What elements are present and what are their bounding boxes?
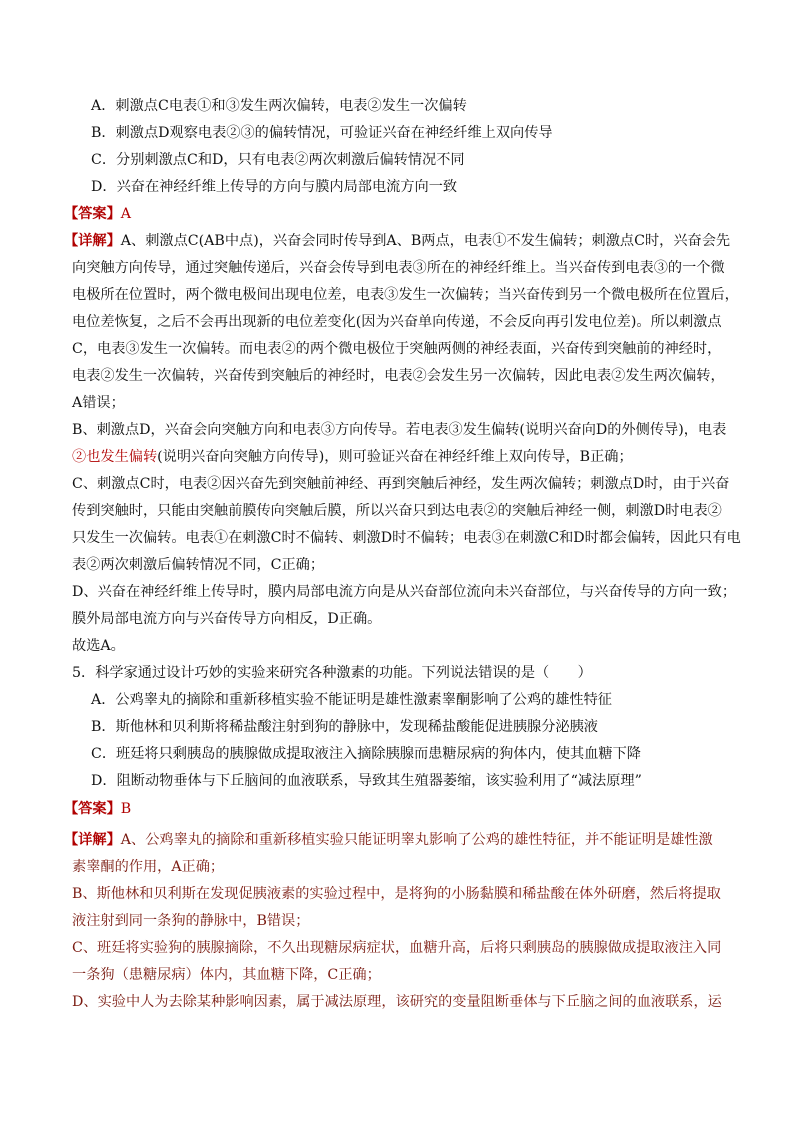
q4-detail-line: 故选A。 bbox=[72, 638, 125, 654]
q4-detail-label: 【详解】 bbox=[64, 233, 121, 249]
q4-detail-line: 电极所在位置时，两个微电极间出现电位差，电表③发生一次偏转；当兴奋传到另一个微电极所在位置后， bbox=[72, 287, 739, 303]
q4-option-b: B．刺激点D观察电表②③的偏转情况，可验证兴奋在神经纤维上双向传导 bbox=[91, 125, 553, 141]
q4-answer-value: A bbox=[120, 206, 132, 222]
q4-answer-label: 【答案】 bbox=[64, 206, 121, 222]
q5-answer-value: B bbox=[120, 801, 132, 817]
q4-option-d: D．兴奋在神经纤维上传导的方向与膜内局部电流方向一致 bbox=[91, 179, 458, 195]
q4-detail-line bbox=[72, 447, 633, 467]
q5-option-b: B．斯他林和贝利斯将稀盐酸注射到狗的静脉中，发现稀盐酸能促进胰腺分泌胰液 bbox=[91, 719, 598, 735]
q4-highlight-text: ②也发生偏转 bbox=[72, 449, 158, 465]
q4-detail-line: B、刺激点D，兴奋会向突触方向和电表③方向传导。若电表③发生偏转(说明兴奋向D的外侧传导)，电表 bbox=[72, 422, 727, 438]
q5-option-d: D．阻断动物垂体与下丘脑间的血液联系，导致其生殖器萎缩，该实验利用了“减法原理” bbox=[91, 773, 642, 789]
q5-detail-text: A、公鸡睾丸的摘除和重新移植实验只能证明睾丸影响了公鸡的雄性特征，并不能证明是雄性激 bbox=[120, 832, 713, 848]
q4-detail-line: 表②两次刺激后偏转情况不同，C正确； bbox=[72, 557, 325, 573]
q5-detail-line: 一条狗（患糖尿病）体内，其血糖下降，C正确； bbox=[72, 967, 381, 983]
q5-detail-line bbox=[64, 830, 713, 850]
q4-option-a: A．刺激点C电表①和③发生两次偏转，电表②发生一次偏转 bbox=[91, 98, 467, 114]
q4-detail-line: C、刺激点C时，电表②因兴奋先到突触前神经、再到突触后神经，发生两次偏转；刺激点D时，由于兴奋 bbox=[72, 476, 730, 492]
q5-detail-line: B、斯他林和贝利斯在发现促胰液素的实验过程中，是将狗的小肠黏膜和稀盐酸在体外研磨，然后将提取 bbox=[72, 886, 721, 902]
q4-detail-line: 膜外局部电流方向与兴奋传导方向相反，D正确。 bbox=[72, 611, 382, 627]
q4-detail-line: A错误； bbox=[72, 395, 125, 411]
q5-detail-line: 素睾酮的作用，A正确； bbox=[72, 859, 225, 875]
q4-detail-line: 向突触方向传导，通过突触传递后，兴奋会传导到电表③所在的神经纤维上。当兴奋传到电表③的一个微 bbox=[72, 260, 725, 276]
q4-detail-text: (说明兴奋向突触方向传导)，则可验证兴奋在神经纤维上双向传导，B正确； bbox=[157, 449, 633, 465]
q5-answer-label: 【答案】 bbox=[64, 801, 121, 817]
q4-detail-line: 电表②发生一次偏转，兴奋传到突触后的神经时，电表②会发生另一次偏转，因此电表②发生两次偏转， bbox=[72, 368, 725, 384]
q4-detail-line: D、兴奋在神经纤维上传导时，膜内局部电流方向是从兴奋部位流向未兴奋部位，与兴奋传导的方向一致； bbox=[72, 584, 737, 600]
q4-detail-line: 电位差恢复，之后不会再出现新的电位差变化(因为兴奋单向传递，不会反向再引发电位差)。所以刺激点 bbox=[72, 314, 722, 330]
q4-detail-line bbox=[64, 231, 730, 251]
q5-detail-line: D、实验中人为去除某种影响因素，属于减法原理，该研究的变量阻断垂体与下丘脑之间的血液联系，运 bbox=[72, 994, 722, 1010]
q4-detail-line: 只发生一次偏转。电表①在刺激C时不偏转、刺激D时不偏转；电表③在刺激C和D时都会偏转，因此只有电 bbox=[72, 530, 741, 546]
q4-answer bbox=[64, 204, 131, 224]
q4-detail-text: A、刺激点C(AB中点)，兴奋会同时传导到A、B两点，电表①不发生偏转；刺激点C时，兴奋会先 bbox=[120, 233, 731, 249]
q5-detail-line: 液注射到同一条狗的静脉中，B错误； bbox=[72, 913, 310, 929]
q5-detail-label: 【详解】 bbox=[64, 832, 121, 848]
q5-detail-line: C、班廷将实验狗的胰腺摘除，不久出现糖尿病症状，血糖升高，后将只剩胰岛的胰腺做成提取液注入同 bbox=[72, 940, 722, 956]
q5-stem: 5．科学家通过设计巧妙的实验来研究各种激素的功能。下列说法错误的是（ ） bbox=[72, 665, 592, 681]
q5-answer bbox=[64, 799, 131, 819]
q4-detail-line: C，电表③发生一次偏转。而电表②的两个微电极位于突触两侧的神经表面，兴奋传到突触前的神经时， bbox=[72, 341, 722, 357]
q4-option-c: C．分别刺激点C和D，只有电表②两次刺激后偏转情况不同 bbox=[91, 152, 465, 168]
q5-option-a: A．公鸡睾丸的摘除和重新移植实验不能证明是雄性激素睾酮影响了公鸡的雄性特征 bbox=[91, 692, 612, 708]
q4-detail-line: 传到突触时，只能由突触前膜传向突触后膜，所以兴奋只到达电表②的突触后神经一侧，刺激D时电表② bbox=[72, 503, 722, 519]
q5-option-c: C．班廷将只剩胰岛的胰腺做成提取液注入摘除胰腺而患糖尿病的狗体内，使其血糖下降 bbox=[91, 746, 641, 762]
